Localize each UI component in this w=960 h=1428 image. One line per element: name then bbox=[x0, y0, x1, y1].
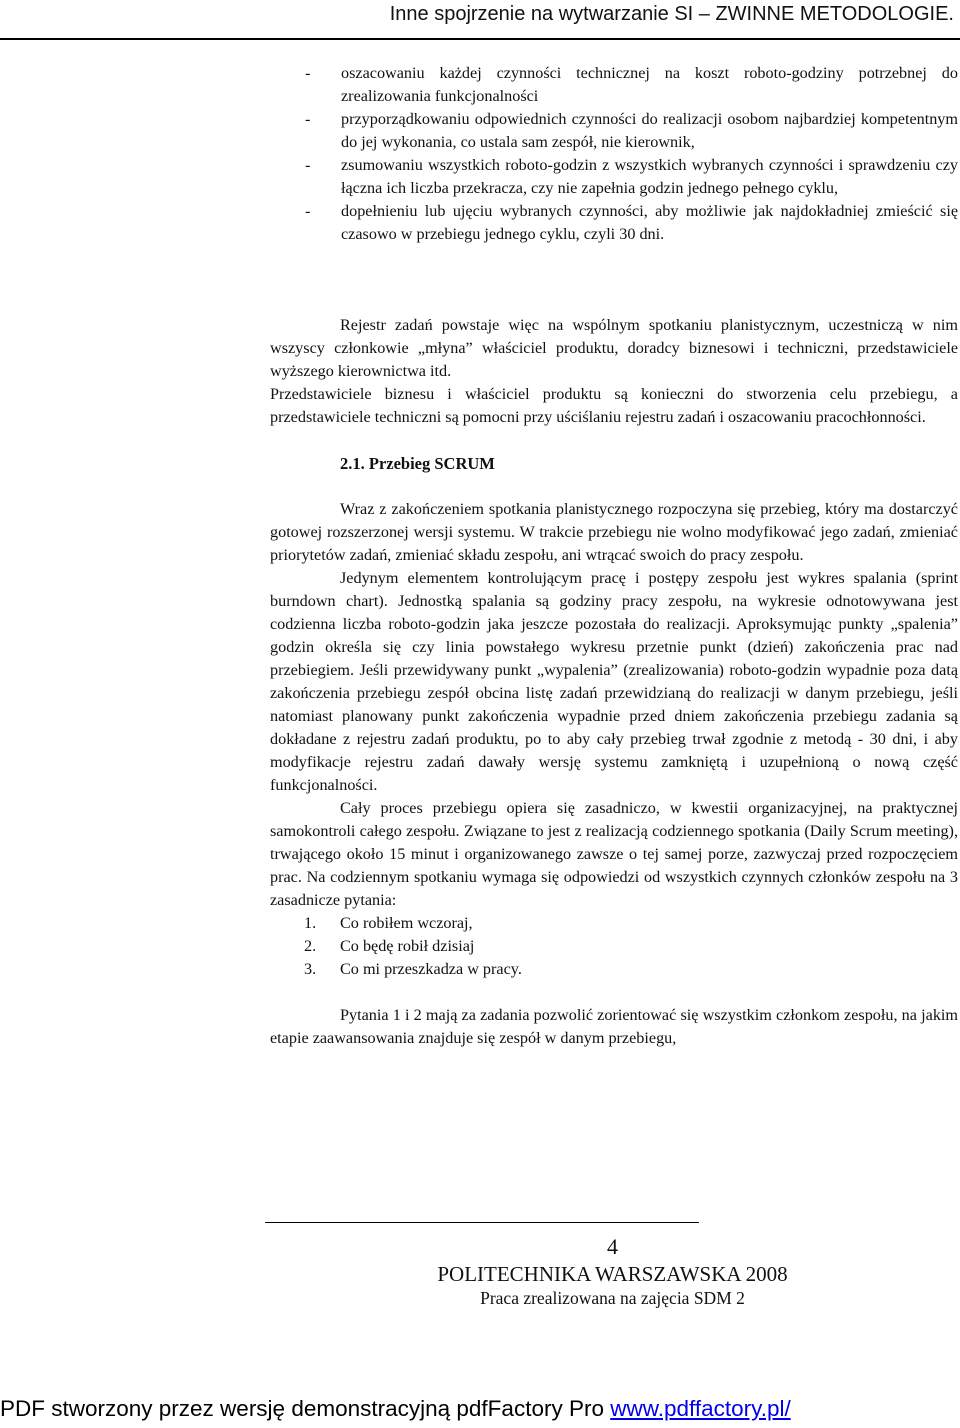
footer-divider bbox=[265, 1222, 699, 1223]
list-number: 1. bbox=[304, 914, 317, 932]
bullet-item bbox=[0, 108, 958, 154]
bullet-text: przyporządkowaniu odpowiednich czynności do realizacji osobom najbardziej kompetentnym do jej wykonania, co ustala sam zespół, nie kierownik, bbox=[341, 110, 958, 151]
paragraph: Rejestr zadań powstaje więc na wspólnym spotkaniu planistycznym, uczestniczą w nim wszyscy członkowie „młyna” właściciel produktu, doradcy biznesowi i techniczni, przedstawiciele wyższego kierownictwa itd. bbox=[270, 316, 958, 380]
paragraph: Pytania 1 i 2 mają za zadania pozwolić zorientować się wszystkim członkom zespołu, na jakim etapie zaawansowania znajduje się zespół w danym przebiegu, bbox=[270, 1006, 958, 1047]
body-content bbox=[270, 314, 958, 1050]
header-title: Inne spojrzenie na wytwarzanie SI – ZWINNE METODOLOGIE. bbox=[389, 3, 954, 25]
banner-text: PDF stworzony przez wersję demonstracyjną pdfFactory Pro bbox=[0, 1396, 611, 1421]
bullet-text: oszacowaniu każdej czynności technicznej na koszt roboto-godziny potrzebnej do zrealizowania funkcjonalności bbox=[341, 64, 958, 105]
paragraph: Cały proces przebiegu opiera się zasadniczo, w kwestii organizacyjnej, na praktycznej samokontroli całego zespołu. Związane to jest z realizacją codziennego spotkania (Daily Scrum meeting), trwającego około 15 minut i organizowanego zawsze o tej samej porze, zazwyczaj przed rozpoczęciem prac. Na codziennym spotkaniu wymaga się odpowiedzi od wszystkich czynnych członków zespołu na 3 zasadnicze pytania: bbox=[270, 799, 958, 909]
bullet-text: zsumowaniu wszystkich roboto-godzin z wszystkich wybranych czynności i sprawdzeniu czy łączna ich liczba przekracza, czy nie zapełnia godzin jednego pełnego cyklu, bbox=[341, 156, 958, 197]
footer-note: Praca zrealizowana na zajęcia SDM 2 bbox=[480, 1288, 745, 1308]
bullet-marker: - bbox=[305, 156, 311, 174]
list-item bbox=[270, 958, 958, 981]
bullet-marker: - bbox=[305, 110, 311, 128]
list-text: Co będę robił dzisiaj bbox=[340, 937, 475, 955]
list-text: Co robiłem wczoraj, bbox=[340, 914, 473, 932]
bullet-marker: - bbox=[305, 202, 311, 220]
bullet-item bbox=[0, 154, 958, 200]
bullet-text: dopełnieniu lub ujęciu wybranych czynności, aby możliwie jak najdokładniej zmieścić się czasowo w przebiegu jednego cyklu, czyli 30 dni. bbox=[341, 202, 958, 243]
footer-institution: POLITECHNIKA WARSZAWSKA 2008 bbox=[437, 1262, 788, 1286]
paragraph: Wraz z zakończeniem spotkania planistycznego rozpoczyna się przebieg, który ma dostarczyć gotowej rozszerzonej wersji systemu. W trakcie przebiegu nie wolno modyfikować jego zadań, zmieniać priorytetów zadań, zmieniać składu zespołu, ani wtrącać swoich do pracy zespołu. bbox=[270, 500, 958, 564]
paragraph: Przedstawiciele biznesu i właściciel produktu są konieczni do stworzenia celu przebiegu, a przedstawiciele techniczni są pomocni przy uściślaniu rejestru zadań i oszacowaniu pracochłonności. bbox=[270, 385, 958, 426]
bullet-marker: - bbox=[305, 64, 311, 82]
banner-link[interactable]: www.pdffactory.pl/ bbox=[610, 1396, 791, 1421]
pdf-watermark-banner bbox=[0, 1396, 960, 1428]
list-item bbox=[270, 935, 958, 958]
paragraph: Jedynym elementem kontrolującym pracę i postępy zespołu jest wykres spalania (sprint burndown chart). Jednostką spalania są godziny pracy zespołu, na wykresie odnotowywana jest codzienna liczba roboto-godzin jaka jeszcze pozostała do realizacji. Aproksymując punkty „spalenia” godzin określa się czy linia powstałego wykresu przetnie punkt (dzień) zakończenia prac nad przebiegiem. Jeśli przewidywany punkt „wypalenia” (zrealizowania) roboto-godzin wypadnie poza datą zakończenia przebiegu zespół obcina listę zadań przewidzianą do realizacji w danym przebiegu, jeśli natomiast planowany punkt zakończenia wypadnie przed dniem zakończenia przebiegu zadania są dokładane z rejestru zadań produktu, po to aby cały przebieg trwał zgodnie z metodą - 30 dni, i aby modyfikacje rejestru zadań dawały wersję systemu zamkniętą i uzupełnioną o nową część funkcjonalności. bbox=[270, 569, 958, 794]
bullet-item bbox=[0, 62, 958, 108]
list-number: 3. bbox=[304, 960, 317, 978]
section-heading: 2.1. Przebieg SCRUM bbox=[340, 454, 495, 473]
list-text: Co mi przeszkadza w pracy. bbox=[340, 960, 522, 978]
page-number: 4 bbox=[607, 1234, 618, 1259]
page-header bbox=[0, 0, 960, 40]
bullet-item bbox=[0, 200, 958, 246]
bullet-list bbox=[0, 62, 958, 246]
list-number: 2. bbox=[304, 937, 317, 955]
question-list bbox=[270, 912, 958, 981]
list-item bbox=[270, 912, 958, 935]
